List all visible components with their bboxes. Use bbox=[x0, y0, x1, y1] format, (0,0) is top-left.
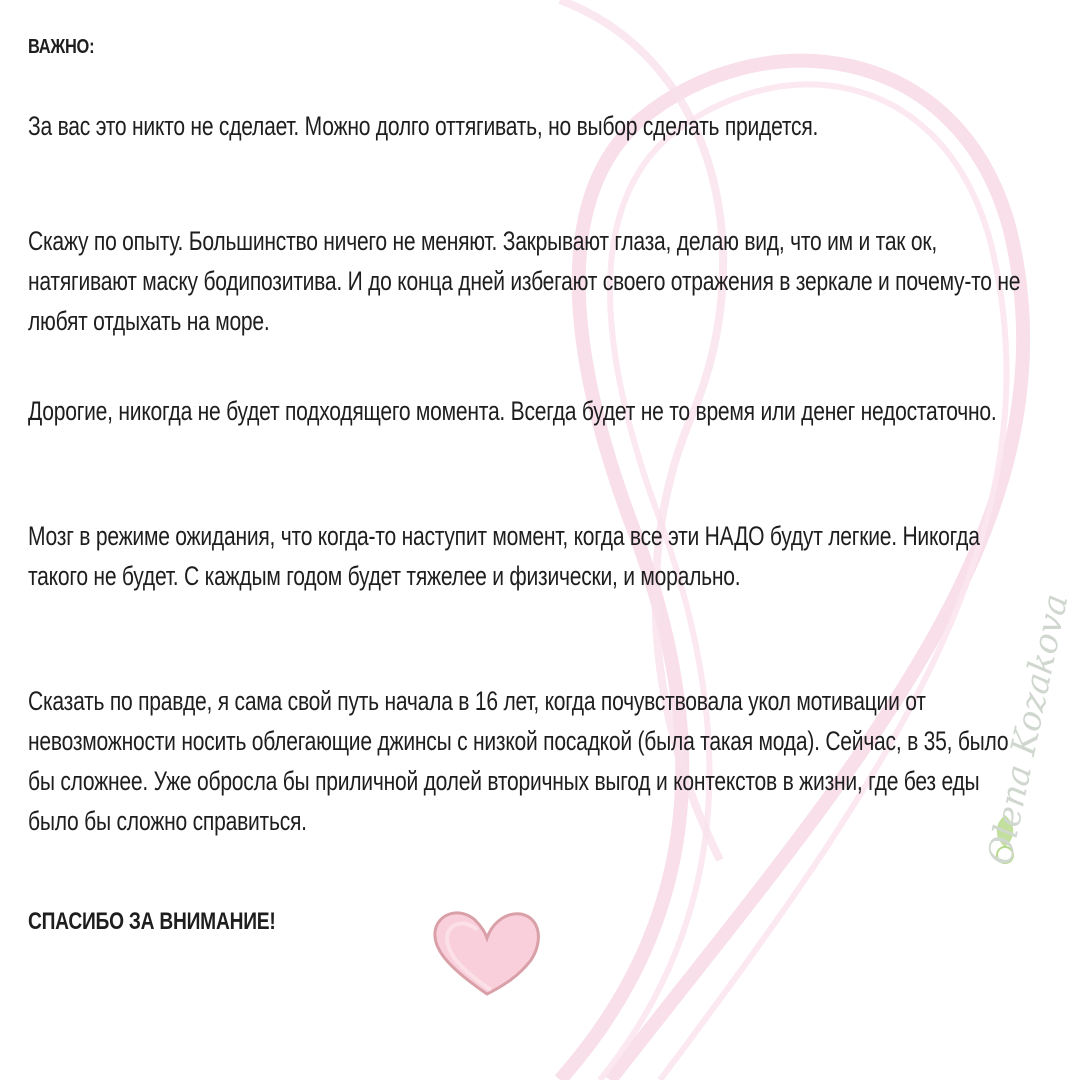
paragraph-4: Мозг в режиме ожидания, что когда-то наступит момент, когда все эти НАДО будут легкие. Никогда такого не будет. С каждым годом будет тяжелее и физически, и морально. bbox=[28, 521, 980, 591]
paragraph-2: Скажу по опыту. Большинство ничего не меняют. Закрывают глаза, делаю вид, что им и так ок, натягивают маску бодипозитива. И до конца дней избегают своего отражения в зеркале и почему-то не любят отдыхать на море. bbox=[28, 226, 1021, 336]
paragraph-3: Дорогие, никогда не будет подходящего момента. Всегда будет не то время или денег недостаточно. bbox=[28, 396, 997, 426]
watermark-signature: Olena Kozakova bbox=[980, 590, 1077, 869]
thanks-message: СПАСИБО ЗА ВНИМАНИЕ! bbox=[28, 908, 276, 935]
important-heading: ВАЖНО: bbox=[28, 36, 95, 58]
paragraph-1: За вас это никто не сделает. Можно долго оттягивать, но выбор сделать придется. bbox=[28, 111, 819, 141]
heart-icon bbox=[425, 902, 545, 1002]
paragraph-5: Сказать по правде, я сама свой путь начала в 16 лет, когда почувствовала укол мотивации от невозможности носить облегающие джинсы с низкой посадкой (была такая мода). Сейчас, в 35, было бы сложнее. Уже обросла бы приличной долей вторичных выгод и контекстов в жизни, где без еды было бы сложно справиться. bbox=[28, 686, 1009, 836]
